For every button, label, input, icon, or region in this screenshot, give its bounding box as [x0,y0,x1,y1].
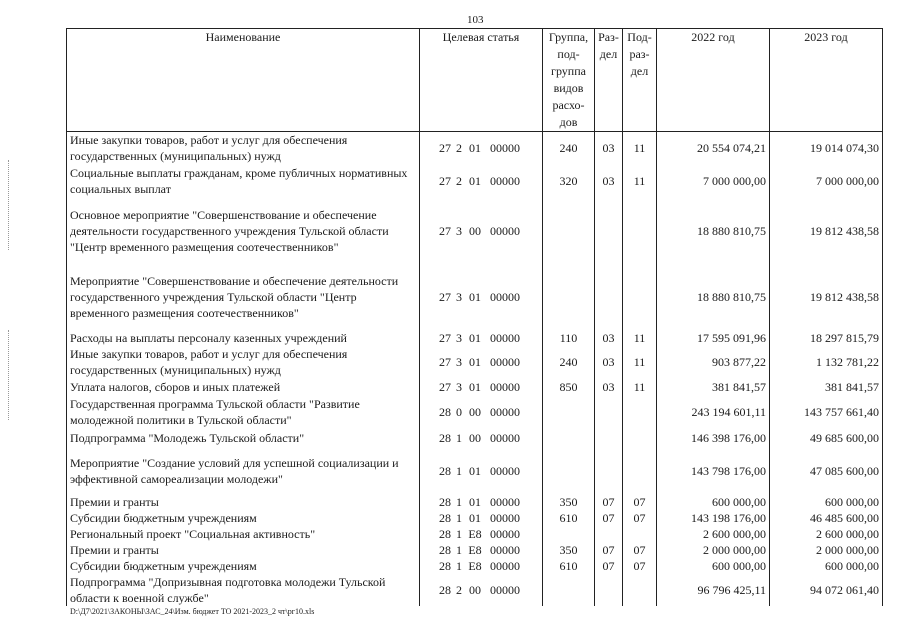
row-subsection [623,448,657,494]
header-subsection: Под-раз-дел [623,29,657,132]
row-group: 350 [543,542,595,558]
header-target: Целевая статья [420,29,543,132]
target-code-part: 00000 [490,464,520,478]
table-row [67,542,883,558]
header-name: Наименование [67,29,420,132]
target-code-part: 01 [469,290,481,304]
row-2023: 19 812 438,58 [770,198,883,264]
row-section: 03 [595,378,623,396]
target-code-part: 01 [469,380,481,394]
row-section: 03 [595,330,623,346]
row-group: 350 [543,494,595,510]
row-subsection: 07 [623,494,657,510]
row-2022: 18 880 810,75 [657,198,770,264]
target-code-part: 28 [439,431,451,445]
row-section [595,526,623,542]
target-code-part: 28 [439,511,451,525]
row-subsection [623,264,657,330]
target-code-part: 1 [456,543,462,557]
row-2023: 49 685 600,00 [770,428,883,448]
row-2022: 18 880 810,75 [657,264,770,330]
row-subsection [623,428,657,448]
row-2023: 600 000,00 [770,494,883,510]
row-target-code [420,558,543,574]
row-group: 110 [543,330,595,346]
row-2022: 7 000 000,00 [657,164,770,198]
target-code-part: 3 [456,355,462,369]
header-section: Раз-дел [595,29,623,132]
table-row [67,510,883,526]
target-code-part: 00000 [490,355,520,369]
target-code-part: 00000 [490,174,520,188]
row-group: 320 [543,164,595,198]
row-name: Расходы на выплаты персоналу казенных учреждений [67,330,420,346]
row-target-code [420,378,543,396]
margin-marks [8,160,10,250]
target-code-part: 1 [456,527,462,541]
target-code-part: 28 [439,543,451,557]
row-2023: 381 841,57 [770,378,883,396]
row-2023: 600 000,00 [770,558,883,574]
table-row [67,132,883,165]
target-code-part: 28 [439,583,451,597]
target-code-part: 2 [456,583,462,597]
target-code-part: 01 [469,355,481,369]
target-code-part: 27 [439,290,451,304]
table-row [67,264,883,330]
row-section [595,198,623,264]
target-code-part: 28 [439,495,451,509]
row-subsection: 07 [623,542,657,558]
target-code-part: 01 [469,464,481,478]
target-code-part: 00000 [490,431,520,445]
row-name: Субсидии бюджетным учреждениям [67,558,420,574]
row-subsection: 11 [623,346,657,378]
row-target-code [420,164,543,198]
row-section: 07 [595,494,623,510]
target-code-part: 3 [456,380,462,394]
table-row [67,494,883,510]
file-path-footer: D:\Д7\2021\ЗАКОНЫ\ЗАС_24\Изм. бюджет ТО 2021-2023_2 чт\рг10.xls [70,607,315,616]
row-section: 03 [595,346,623,378]
row-group [543,198,595,264]
target-code-part: 28 [439,559,451,573]
target-code-part: 27 [439,224,451,238]
row-2022: 143 798 176,00 [657,448,770,494]
row-2023: 18 297 815,79 [770,330,883,346]
row-subsection: 07 [623,510,657,526]
row-group: 610 [543,558,595,574]
table-row [67,164,883,198]
row-section [595,264,623,330]
row-subsection [623,574,657,606]
row-2023: 143 757 661,40 [770,396,883,428]
row-2023: 2 600 000,00 [770,526,883,542]
target-code-part: 3 [456,224,462,238]
row-2022: 381 841,57 [657,378,770,396]
row-2022: 2 000 000,00 [657,542,770,558]
target-code-part: 00000 [490,543,520,557]
row-subsection: 07 [623,558,657,574]
header-group: Группа, под-группа видов расхо-дов [543,29,595,132]
row-section: 07 [595,558,623,574]
target-code-part: 00000 [490,224,520,238]
target-code-part: 01 [469,174,481,188]
header-2023: 2023 год [770,29,883,132]
row-subsection [623,198,657,264]
row-group: 240 [543,132,595,165]
row-group [543,264,595,330]
row-name: Региональный проект "Социальная активность" [67,526,420,542]
row-target-code [420,396,543,428]
target-code-part: 00000 [490,495,520,509]
row-2023: 1 132 781,22 [770,346,883,378]
row-group: 850 [543,378,595,396]
target-code-part: 28 [439,405,451,419]
target-code-part: 2 [456,141,462,155]
row-subsection: 11 [623,132,657,165]
row-name: Уплата налогов, сборов и иных платежей [67,378,420,396]
row-target-code [420,198,543,264]
target-code-part: 00000 [490,511,520,525]
target-code-part: 27 [439,331,451,345]
target-code-part: 1 [456,495,462,509]
target-code-part: 01 [469,141,481,155]
row-group [543,396,595,428]
target-code-part: 01 [469,331,481,345]
target-code-part: 1 [456,559,462,573]
row-target-code [420,526,543,542]
target-code-part: 1 [456,464,462,478]
row-2023: 94 072 061,40 [770,574,883,606]
target-code-part: 1 [456,511,462,525]
target-code-part: 27 [439,380,451,394]
row-subsection [623,396,657,428]
row-2022: 96 796 425,11 [657,574,770,606]
target-code-part: 27 [439,174,451,188]
row-2022: 600 000,00 [657,558,770,574]
row-subsection [623,526,657,542]
row-name: Мероприятие "Совершенствование и обеспечение деятельности государственного учреждения Тульской области "Центр временного размещения соотечественников" [67,264,420,330]
row-section: 07 [595,510,623,526]
row-target-code [420,132,543,165]
row-target-code [420,428,543,448]
row-group [543,448,595,494]
header-2022: 2022 год [657,29,770,132]
row-group: 240 [543,346,595,378]
target-code-part: 01 [469,495,481,509]
row-2022: 600 000,00 [657,494,770,510]
target-code-part: E8 [468,543,482,557]
row-2023: 47 085 600,00 [770,448,883,494]
row-section: 07 [595,542,623,558]
target-code-part: 00000 [490,559,520,573]
table-row [67,330,883,346]
target-code-part: 00000 [490,527,520,541]
table-row [67,526,883,542]
row-group: 610 [543,510,595,526]
target-code-part: 0 [456,405,462,419]
row-2023: 19 812 438,58 [770,264,883,330]
row-name: Мероприятие "Создание условий для успешной социализации и эффективной самореализации молодежи" [67,448,420,494]
row-section [595,428,623,448]
row-group [543,526,595,542]
row-section: 03 [595,132,623,165]
row-target-code [420,448,543,494]
row-name: Подпрограмма "Допризывная подготовка молодежи Тульской области к военной службе" [67,574,420,606]
row-name: Подпрограмма "Молодежь Тульской области" [67,428,420,448]
table-row [67,574,883,606]
target-code-part: 3 [456,331,462,345]
row-2022: 146 398 176,00 [657,428,770,448]
row-subsection: 11 [623,378,657,396]
row-target-code [420,264,543,330]
row-name: Государственная программа Тульской области "Развитие молодежной политики в Тульской области" [67,396,420,428]
row-2023: 7 000 000,00 [770,164,883,198]
row-subsection: 11 [623,330,657,346]
table-row [67,378,883,396]
target-code-part: E8 [468,527,482,541]
row-name: Премии и гранты [67,542,420,558]
target-code-part: 28 [439,527,451,541]
row-target-code [420,494,543,510]
target-code-part: 27 [439,355,451,369]
row-target-code [420,330,543,346]
target-code-part: 01 [469,511,481,525]
row-group [543,428,595,448]
row-target-code [420,346,543,378]
row-section: 03 [595,164,623,198]
target-code-part: 00000 [490,583,520,597]
table-row [67,448,883,494]
target-code-part: 28 [439,464,451,478]
row-name: Премии и гранты [67,494,420,510]
row-2023: 46 485 600,00 [770,510,883,526]
target-code-part: 00000 [490,290,520,304]
target-code-part: 3 [456,290,462,304]
page-number: 103 [467,14,484,26]
target-code-part: 00000 [490,331,520,345]
row-2022: 903 877,22 [657,346,770,378]
table-row [67,428,883,448]
row-group [543,574,595,606]
target-code-part: 00 [469,224,481,238]
target-code-part: 1 [456,431,462,445]
row-2023: 2 000 000,00 [770,542,883,558]
row-section [595,574,623,606]
table-row [67,396,883,428]
row-2022: 243 194 601,11 [657,396,770,428]
row-name: Социальные выплаты гражданам, кроме публичных нормативных социальных выплат [67,164,420,198]
row-2022: 20 554 074,21 [657,132,770,165]
row-2022: 2 600 000,00 [657,526,770,542]
row-subsection: 11 [623,164,657,198]
row-2022: 17 595 091,96 [657,330,770,346]
row-section [595,448,623,494]
row-target-code [420,542,543,558]
row-name: Иные закупки товаров, работ и услуг для обеспечения государственных (муниципальных) нужд [67,346,420,378]
table-row [67,558,883,574]
target-code-part: 00 [469,431,481,445]
row-2022: 143 198 176,00 [657,510,770,526]
row-2023: 19 014 074,30 [770,132,883,165]
row-name: Иные закупки товаров, работ и услуг для обеспечения государственных (муниципальных) нужд [67,132,420,165]
row-name: Субсидии бюджетным учреждениям [67,510,420,526]
row-target-code [420,574,543,606]
margin-marks [8,330,10,420]
target-code-part: E8 [468,559,482,573]
target-code-part: 00000 [490,380,520,394]
target-code-part: 00000 [490,141,520,155]
target-code-part: 00 [469,405,481,419]
row-name: Основное мероприятие "Совершенствование и обеспечение деятельности государственного учреждения Тульской области "Центр временного размещения соотечественников" [67,198,420,264]
table-body [67,132,883,607]
row-section [595,396,623,428]
target-code-part: 00000 [490,405,520,419]
target-code-part: 27 [439,141,451,155]
row-target-code [420,510,543,526]
target-code-part: 00 [469,583,481,597]
budget-table [66,28,883,606]
table-row [67,346,883,378]
table-row [67,198,883,264]
target-code-part: 2 [456,174,462,188]
